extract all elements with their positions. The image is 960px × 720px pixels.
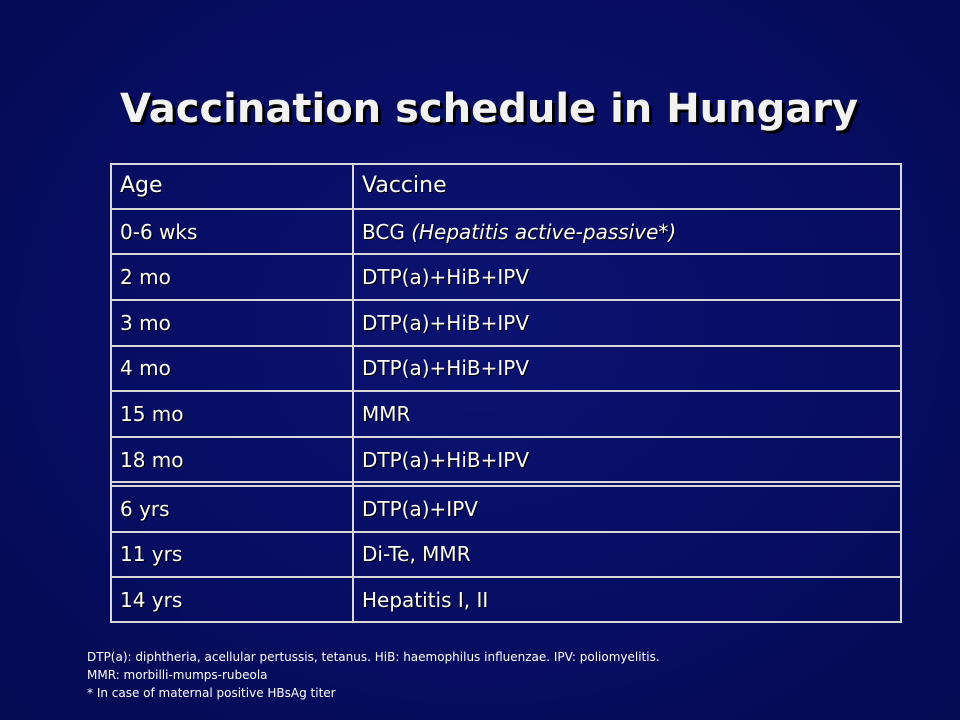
vaccine-note: (Hepatitis active-passive*) — [411, 219, 677, 244]
vaccine-cell: DTP(a)+HiB+IPV — [353, 346, 900, 392]
age-cell: 6 yrs — [112, 486, 353, 532]
age-cell: 0-6 wks — [112, 209, 353, 255]
vaccination-table — [112, 165, 900, 621]
vaccine-cell: DTP(a)+HiB+IPV — [353, 300, 900, 346]
table-row — [112, 577, 900, 621]
vaccine-cell: DTP(a)+HiB+IPV — [353, 254, 900, 300]
table-row — [112, 254, 900, 300]
vaccine-cell: MMR — [353, 391, 900, 437]
vaccine-cell — [353, 209, 900, 255]
age-cell: 11 yrs — [112, 532, 353, 578]
vaccine-cell: DTP(a)+HiB+IPV — [353, 437, 900, 483]
vaccine-text: BCG — [362, 219, 412, 244]
footnote-abbreviations: DTP(a): diphtheria, acellular pertussis, tetanus. HiB: haemophilus influenzae. IPV: poliomyelitis. — [87, 650, 660, 664]
footnote-mmr: MMR: morbilli-mumps-rubeola — [87, 668, 268, 682]
table-row — [112, 209, 900, 255]
table-row — [112, 346, 900, 392]
footnotes — [87, 648, 947, 702]
table-row — [112, 437, 900, 483]
age-cell: 15 mo — [112, 391, 353, 437]
table-row — [112, 300, 900, 346]
footnote-hbsag: * In case of maternal positive HBsAg titer — [87, 686, 336, 700]
vaccine-cell: Hepatitis I, II — [353, 577, 900, 621]
vaccine-cell: Di-Te, MMR — [353, 532, 900, 578]
table-row — [112, 486, 900, 532]
age-cell: 14 yrs — [112, 577, 353, 621]
table-row — [112, 391, 900, 437]
age-cell: 2 mo — [112, 254, 353, 300]
age-cell: 18 mo — [112, 437, 353, 483]
vaccine-cell: DTP(a)+IPV — [353, 486, 900, 532]
vaccination-table-container — [110, 163, 902, 623]
slide-title: Vaccination schedule in Hungary — [120, 86, 859, 132]
age-cell: 4 mo — [112, 346, 353, 392]
table-header-row — [112, 165, 900, 209]
header-vaccine: Vaccine — [353, 165, 900, 209]
header-age: Age — [112, 165, 353, 209]
table-row — [112, 532, 900, 578]
age-cell: 3 mo — [112, 300, 353, 346]
